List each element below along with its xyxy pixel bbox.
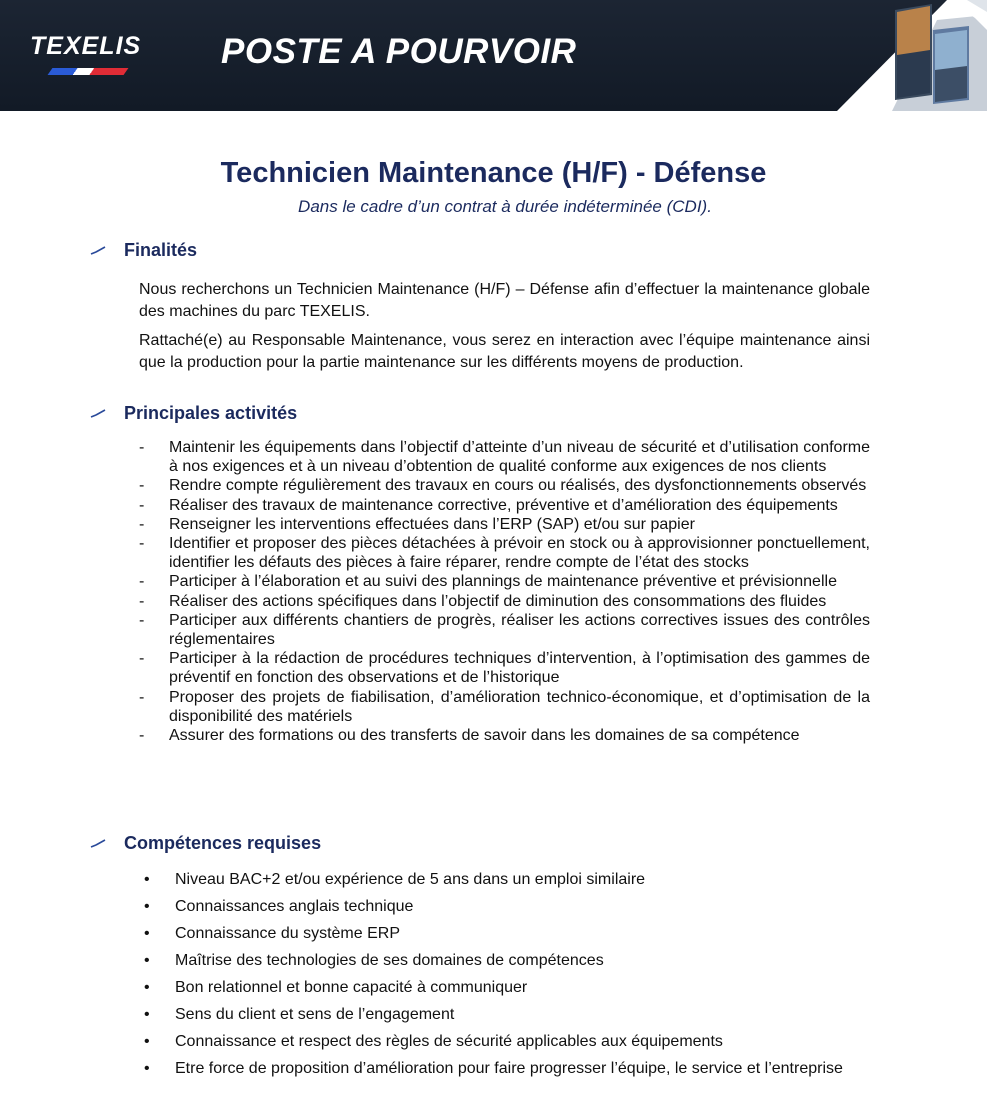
list-item: • Sens du client et sens de l’engagement	[144, 1001, 884, 1028]
section-heading-text: Finalités	[124, 240, 198, 260]
skills-list	[144, 866, 884, 1082]
list-item: • Etre force de proposition d’amélioration pour faire progresser l’équipe, le service et l’entreprise	[144, 1055, 884, 1082]
bullet-marker: •	[144, 1006, 150, 1023]
dash-marker: -	[139, 611, 145, 629]
dash-marker: -	[139, 535, 145, 553]
activities-list	[139, 438, 870, 745]
dash-marker: -	[139, 650, 145, 668]
bullet-marker: •	[144, 871, 150, 888]
list-item: - Assurer des formations ou des transferts de savoir dans les domaines de sa compétence	[139, 727, 800, 745]
section-heading-competences	[90, 833, 321, 854]
dash-marker: -	[139, 515, 145, 533]
logo-flag-stripe	[48, 68, 129, 75]
list-item: - Réaliser des actions spécifiques dans l’objectif de diminution des consommations des fluides	[139, 592, 827, 610]
section-check-icon	[90, 246, 106, 256]
list-item: - Participer aux différents chantiers de progrès, réaliser les actions correctives issues des contrôles réglementaires	[139, 611, 870, 649]
list-item: • Niveau BAC+2 et/ou expérience de 5 ans dans un emploi similaire	[144, 866, 884, 893]
paragraph-1: Nous recherchons un Technicien Maintenance (H/F) – Défense afin d’effectuer la maintenance globale des machines du parc TEXELIS.	[139, 281, 870, 320]
bullet-marker: •	[144, 979, 150, 996]
banner-photo-collage	[837, 0, 987, 111]
list-item: - Réaliser des travaux de maintenance corrective, préventive et d’amélioration des équipements	[139, 496, 838, 514]
job-subtitle: Dans le cadre d’un contrat à durée indéterminée (CDI).	[298, 197, 712, 216]
dash-marker: -	[139, 439, 145, 456]
bullet-marker: •	[144, 952, 150, 969]
section-heading-text: Compétences requises	[124, 833, 322, 853]
dash-marker: -	[139, 573, 145, 591]
paragraph-2: Rattaché(e) au Responsable Maintenance, vous serez en interaction avec l’équipe maintenance ainsi que la production pour la partie maintenance sur les différents moyens de production.	[139, 332, 870, 371]
dash-marker: -	[139, 688, 145, 706]
bullet-marker: •	[144, 925, 150, 942]
list-item: - Maintenir les équipements dans l’objectif d’atteinte d’un niveau de sécurité et d’utilisation conforme à nos exigences et à un niveau d’obtention de qualité conforme aux exigences de nos clients	[139, 439, 870, 476]
list-item: - Rendre compte régulièrement des travaux en cours ou réalisés, des dysfonctionnements observés	[139, 477, 867, 495]
list-item: - Participer à l’élaboration et au suivi des plannings de maintenance préventive et prévisionnelle	[139, 573, 837, 591]
dash-marker: -	[139, 496, 145, 514]
section-heading-activites	[90, 403, 297, 424]
dash-marker: -	[139, 727, 145, 745]
job-title: Technicien Maintenance (H/F) - Défense	[220, 157, 767, 189]
list-item: • Connaissance du système ERP	[144, 920, 884, 947]
list-item: - Renseigner les interventions effectuées dans l’ERP (SAP) et/ou sur papier	[139, 515, 695, 533]
section-heading-text: Principales activités	[124, 403, 298, 423]
section-heading-finalites	[90, 240, 197, 261]
section-check-icon	[90, 839, 106, 849]
bullet-marker: •	[144, 898, 150, 915]
dash-marker: -	[139, 592, 145, 610]
dash-marker: -	[139, 477, 145, 495]
header-banner	[0, 0, 987, 111]
list-item: - Participer à la rédaction de procédures techniques d’intervention, à l’optimisation des gammes de préventif en fonction des observations et de l’historique	[139, 650, 870, 687]
list-item: • Bon relationnel et bonne capacité à communiquer	[144, 974, 884, 1001]
bullet-marker: •	[144, 1060, 150, 1077]
section-check-icon	[90, 409, 106, 419]
list-item: • Connaissance et respect des règles de sécurité applicables aux équipements	[144, 1028, 884, 1055]
banner-title: POSTE A POURVOIR	[221, 32, 577, 71]
list-item: • Connaissances anglais technique	[144, 893, 884, 920]
list-item: - Identifier et proposer des pièces détachées à prévoir en stock ou à approvisionner ponctuellement, identifier les défauts des pièces à faire réparer, rendre compte de l’état des stocks	[139, 535, 870, 572]
list-item: - Proposer des projets de fiabilisation, d’amélioration technico-économique, et d’optimisation de la disponibilité des matériels	[139, 688, 870, 725]
company-logo: TEXELIS	[30, 32, 142, 60]
bullet-marker: •	[144, 1033, 150, 1050]
list-item: • Maîtrise des technologies de ses domaines de compétences	[144, 947, 884, 974]
